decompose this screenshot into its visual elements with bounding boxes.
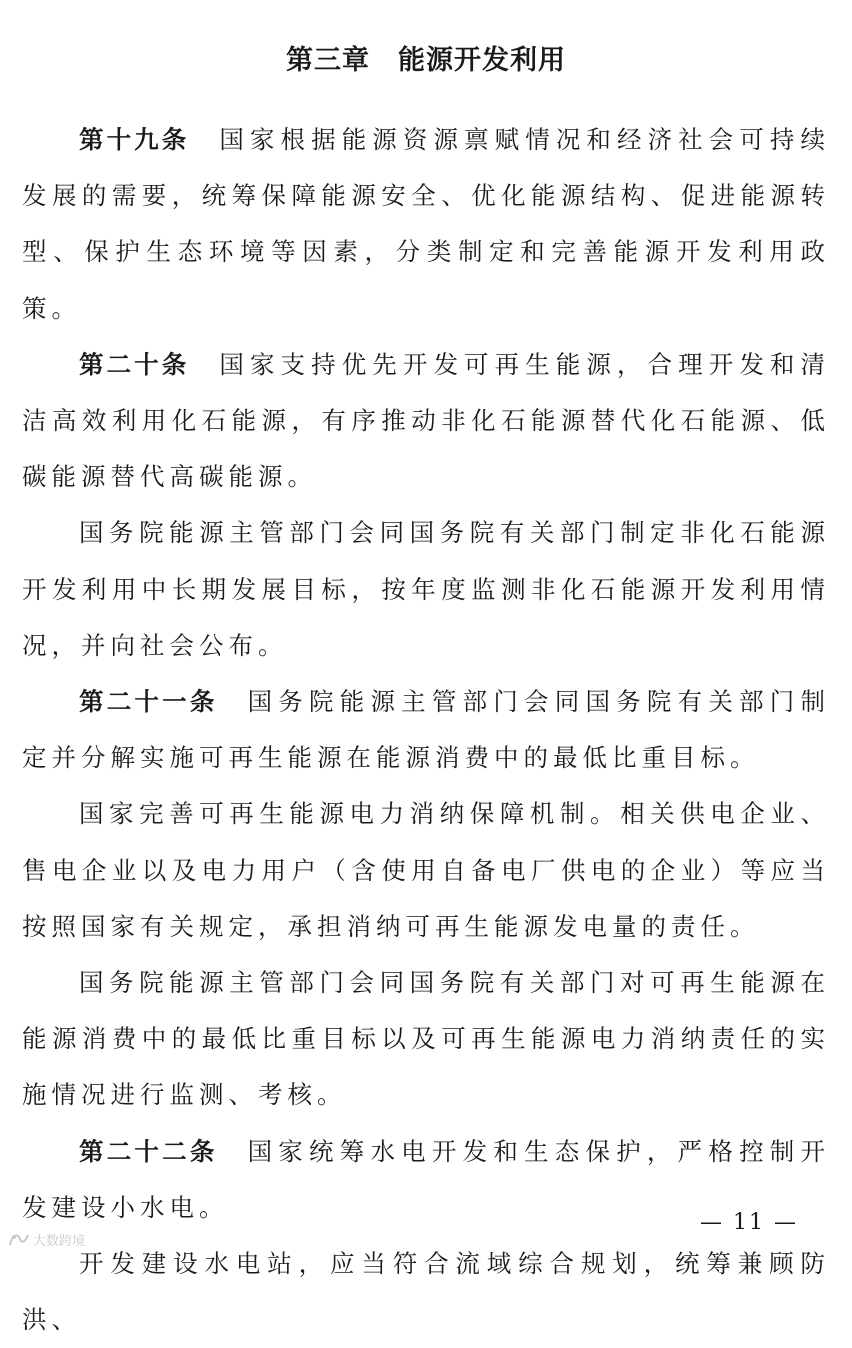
watermark-logo-icon: [8, 1231, 30, 1249]
body-text: [22, 112, 830, 1348]
page-number: — 11 —: [700, 1210, 798, 1235]
paragraph: [22, 955, 830, 1124]
paragraph-text: 国务院能源主管部门会同国务院有关部门对可再生能源在能源消费中的最低比重目标以及可再生能源电力消纳责任的实施情况进行监测、考核。: [22, 968, 830, 1110]
paragraph-text: 开发建设水电站，应当符合流域综合规划，统筹兼顾防洪、: [22, 1249, 830, 1335]
paragraph-text: 国家统筹水电开发和生态保护，严格控制开发建设小水电。: [22, 1136, 831, 1222]
article-number: 第二十条: [79, 349, 190, 379]
article-number: 第二十一条: [79, 687, 218, 717]
paragraph-text: 国家支持优先开发可再生能源，合理开发和清洁高效利用化石能源，有序推动非化石能源替代化石能源、低碳能源替代高碳能源。: [22, 349, 831, 492]
paragraph-text: 国家根据能源资源禀赋情况和经济社会可持续发展的需要，统筹保障能源安全、优化能源结构、促进能源转型、保护生态环境等因素，分类制定和完善能源开发利用政策。: [22, 125, 831, 323]
paragraph: [22, 786, 830, 955]
chapter-title: 第三章 能源开发利用: [286, 45, 566, 76]
paragraph: [22, 1236, 830, 1348]
watermark: [8, 1230, 85, 1249]
article-number: 第十九条: [79, 125, 190, 154]
paragraph: [22, 505, 830, 674]
paragraph: [22, 112, 830, 337]
paragraph-text: 国家完善可再生能源电力消纳保障机制。相关供电企业、售电企业以及电力用户（含使用自备电厂供电的企业）等应当按照国家有关规定，承担消纳可再生能源发电量的责任。: [22, 799, 830, 941]
article-number: 第二十二条: [79, 1136, 218, 1166]
watermark-text: 大数跨境: [33, 1234, 86, 1249]
paragraph: [22, 337, 830, 506]
paragraph-text: 国务院能源主管部门会同国务院有关部门制定非化石能源开发利用中长期发展目标，按年度监测非化石能源开发利用情况，并向社会公布。: [22, 518, 830, 660]
paragraph: [22, 674, 830, 786]
paragraph-text: 国务院能源主管部门会同国务院有关部门制定并分解实施可再生能源在能源消费中的最低比重目标。: [22, 687, 831, 773]
